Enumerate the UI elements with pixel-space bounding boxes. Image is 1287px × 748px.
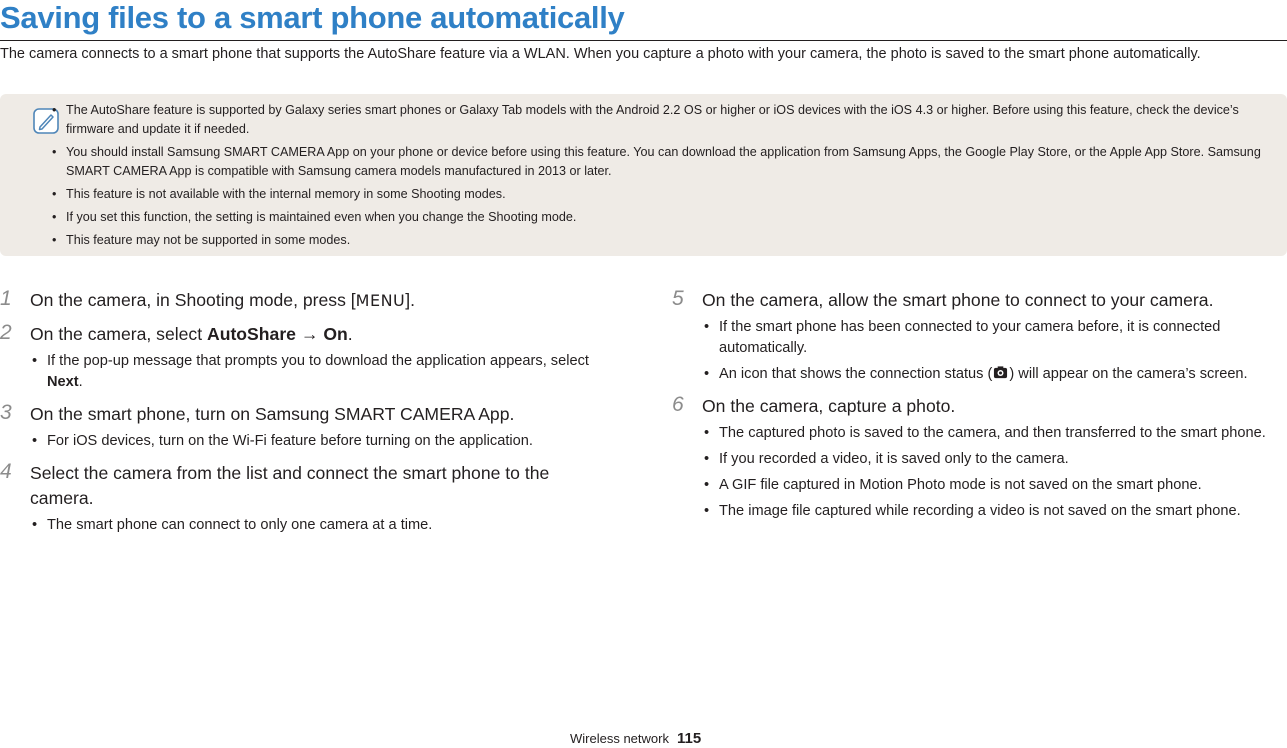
step-number: 1 bbox=[0, 287, 12, 310]
step-number: 2 bbox=[0, 321, 12, 344]
step-6 bbox=[672, 394, 1287, 522]
step-text: On the camera, allow the smart phone to connect to your camera. bbox=[702, 290, 1214, 310]
step-text: On the camera, capture a photo. bbox=[702, 396, 956, 416]
step-text-part: On the camera, in Shooting mode, press [ bbox=[30, 290, 356, 310]
sub-item: • The image file captured while recording a video is not saved on the smart phone. bbox=[702, 501, 1287, 522]
option-next: Next bbox=[47, 374, 79, 390]
page-title: Saving files to a smart phone automatically bbox=[0, 0, 625, 35]
step-sub-list bbox=[30, 431, 606, 452]
sub-item bbox=[702, 364, 1287, 385]
step-5 bbox=[672, 288, 1287, 385]
step-text bbox=[30, 288, 606, 313]
sub-item-text: An icon that shows the connection status ( bbox=[719, 366, 993, 382]
sub-item: • The captured photo is saved to the camera, and then transferred to the smart phone. bbox=[702, 423, 1287, 444]
sub-item: • A GIF file captured in Motion Photo mode is not saved on the smart phone. bbox=[702, 475, 1287, 496]
step-text: On the smart phone, turn on Samsung SMART CAMERA App. bbox=[30, 404, 515, 424]
sub-item: • For iOS devices, turn on the Wi-Fi feature before turning on the application. bbox=[30, 431, 606, 452]
menu-option-autoshare: AutoShare bbox=[207, 324, 296, 344]
note-item: • The AutoShare feature is supported by Galaxy series smart phones or Galaxy Tab models with the Android 2.2 OS or higher or iOS devices with the iOS 4.3 or higher. Before using this feature, check the device’s firmware and update it if needed. bbox=[52, 101, 1280, 139]
page-footer bbox=[570, 731, 701, 747]
sub-item-text: . bbox=[78, 374, 83, 390]
note-item: • This feature is not available with the internal memory in some Shooting modes. bbox=[52, 185, 1280, 204]
sub-item-text: If the pop-up message that prompts you to download the application appears, select bbox=[47, 353, 589, 369]
step-text-part: On the camera, select bbox=[30, 324, 207, 344]
menu-key-label: MENU bbox=[355, 291, 406, 310]
page-number: 115 bbox=[676, 730, 702, 747]
step-sub-list bbox=[30, 351, 606, 393]
note-list bbox=[52, 101, 1280, 254]
connection-status-icon bbox=[993, 365, 1008, 380]
step-2 bbox=[0, 322, 606, 393]
sub-item: • The smart phone can connect to only one camera at a time. bbox=[30, 515, 606, 536]
step-text-part: ]. bbox=[405, 290, 416, 310]
step-sub-list bbox=[702, 423, 1287, 522]
step-sub-list bbox=[702, 317, 1287, 385]
menu-option-on: On bbox=[323, 324, 348, 344]
footer-section-name: Wireless network bbox=[570, 731, 669, 746]
step-number: 3 bbox=[0, 401, 12, 424]
step-4 bbox=[0, 461, 606, 536]
steps-right-column bbox=[672, 288, 1287, 531]
sub-item: • If you recorded a video, it is saved only to the camera. bbox=[702, 449, 1287, 470]
sub-item-text: ) will appear on the camera’s screen. bbox=[1009, 366, 1248, 382]
step-number: 4 bbox=[0, 460, 12, 483]
intro-paragraph: The camera connects to a smart phone that supports the AutoShare feature via a WLAN. When you capture a photo with your camera, the photo is saved to the smart phone automatically. bbox=[0, 46, 1201, 62]
note-item: • If you set this function, the setting is maintained even when you change the Shooting mode. bbox=[52, 208, 1280, 227]
step-sub-list bbox=[30, 515, 606, 536]
arrow-separator: → bbox=[295, 324, 324, 344]
steps-left-column bbox=[0, 288, 606, 545]
step-text-part: . bbox=[347, 324, 353, 344]
step-text bbox=[30, 322, 606, 347]
step-number: 6 bbox=[672, 393, 684, 416]
step-1 bbox=[0, 288, 606, 313]
step-3 bbox=[0, 402, 606, 452]
step-number: 5 bbox=[672, 287, 684, 310]
note-item: • You should install Samsung SMART CAMERA App on your phone or device before using this feature. You can download the application from Samsung Apps, the Google Play Store, or the Apple App Store. Samsung SMART CAMERA App is compatible with Samsung camera models manufactured in 2013 or later. bbox=[52, 143, 1280, 181]
sub-item bbox=[30, 351, 606, 393]
note-item: • This feature may not be supported in some modes. bbox=[52, 231, 1280, 250]
step-text: Select the camera from the list and connect the smart phone to the camera. bbox=[30, 463, 550, 508]
sub-item: • If the smart phone has been connected to your camera before, it is connected automatically. bbox=[702, 317, 1287, 359]
title-divider bbox=[0, 40, 1287, 41]
